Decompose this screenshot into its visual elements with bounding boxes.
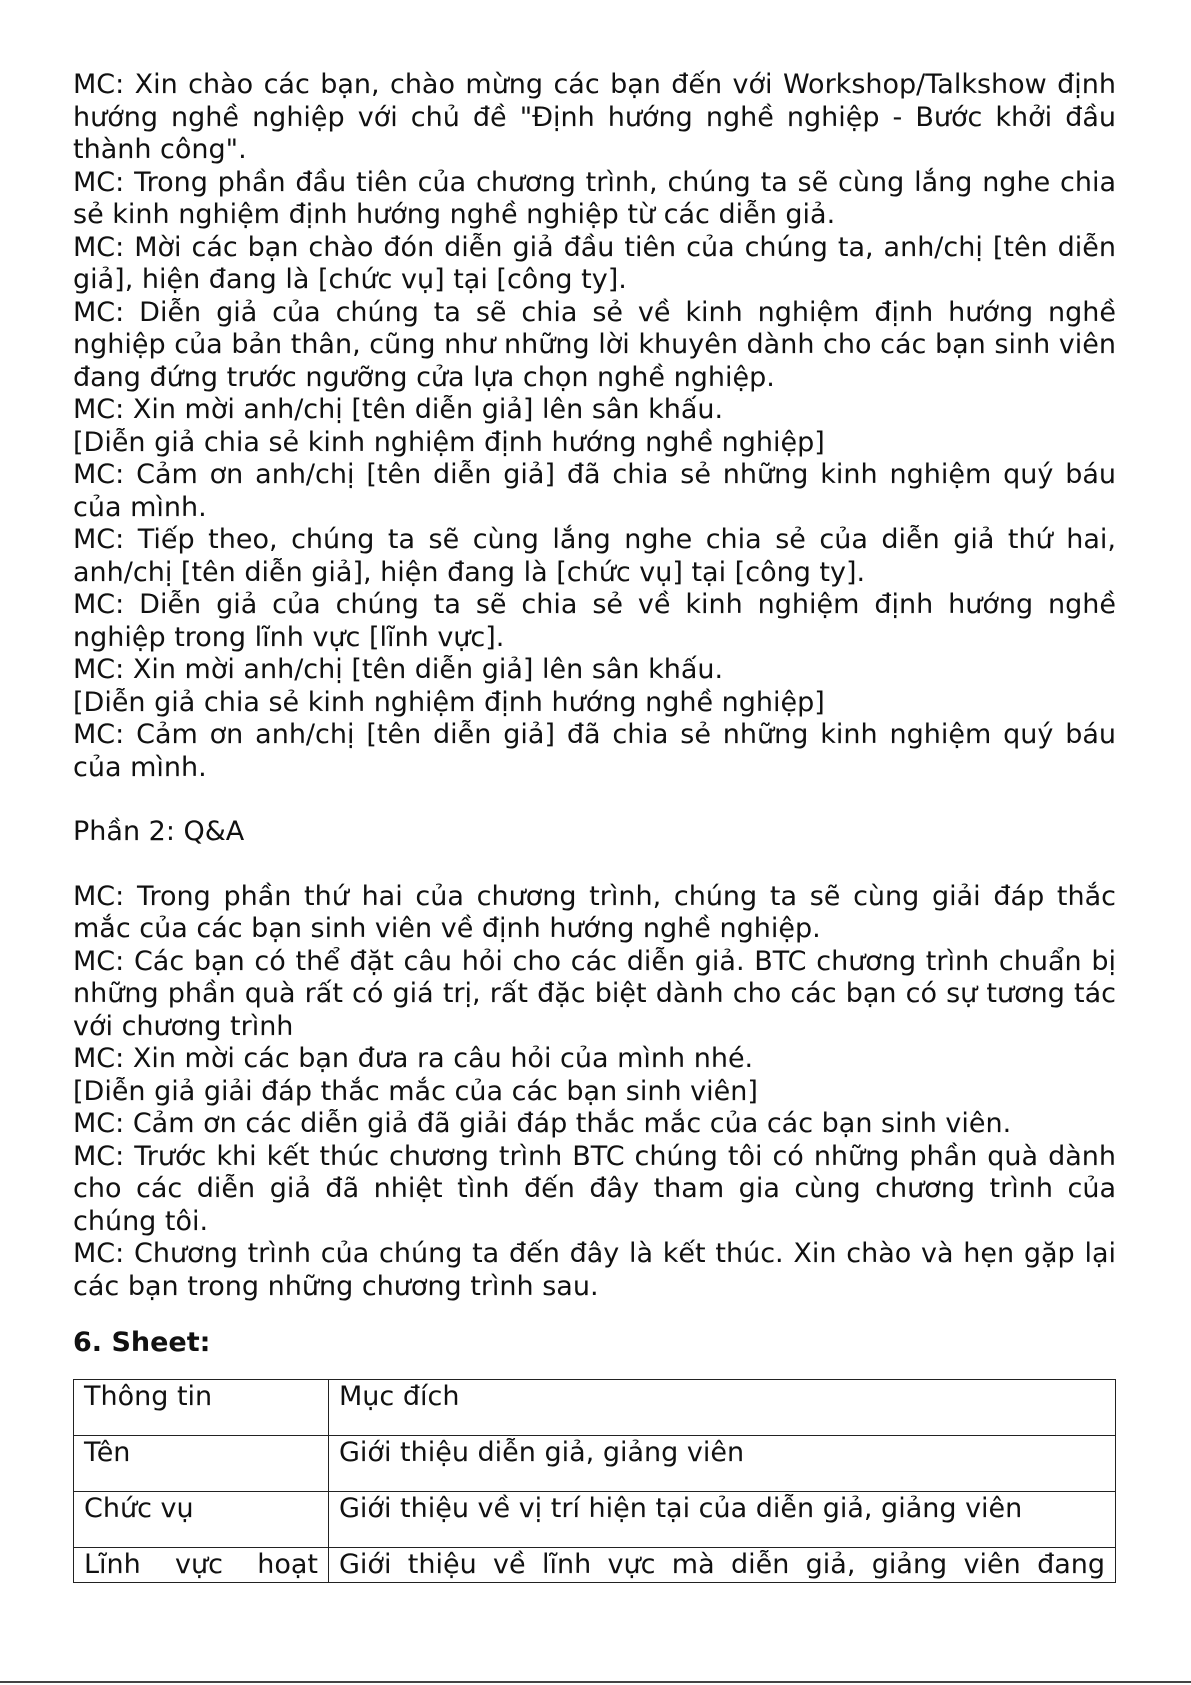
part2-section: [73, 881, 1116, 1304]
document-page: [73, 69, 1116, 1583]
table-cell-text: Lĩnh vực hoạt: [84, 1549, 318, 1580]
script-line: MC: Xin chào các bạn, chào mừng các bạn đến với Workshop/Talkshow định hướng nghề nghiệp với chủ đề "Định hướng nghề nghiệp - Bước khởi đầu thành công".: [73, 69, 1116, 165]
table-row: [74, 1492, 1116, 1548]
table-cell: Tên: [74, 1436, 329, 1492]
script-line: MC: Diễn giả của chúng ta sẽ chia sẻ về kinh nghiệm định hướng nghề nghiệp của bản thân, cũng như những lời khuyên dành cho các bạn sinh viên đang đứng trước ngưỡng cửa lựa chọn nghề nghiệp.: [73, 296, 1116, 393]
script-line: MC: Xin mời anh/chị [tên diễn giả] lên sân khấu.: [73, 654, 724, 685]
table-cell: Chức vụ: [74, 1492, 329, 1548]
script-line: MC: Trong phần thứ hai của chương trình, chúng ta sẽ cùng giải đáp thắc mắc của các bạn sinh viên về định hướng nghề nghiệp.: [73, 880, 1116, 944]
spacer: [73, 1303, 1116, 1327]
spacer: [73, 784, 1116, 816]
script-line: MC: Cảm ơn anh/chị [tên diễn giả] đã chia sẻ những kinh nghiệm quý báu của mình.: [73, 459, 1116, 523]
script-line: MC: Xin mời anh/chị [tên diễn giả] lên sân khấu.: [73, 394, 724, 425]
table-cell: [329, 1548, 1116, 1583]
table-cell: [74, 1548, 329, 1583]
spacer: [73, 849, 1116, 881]
table-cell-text: Giới thiệu về lĩnh vực mà diễn giả, giảng viên đang: [339, 1549, 1105, 1580]
header-cell-purpose: Mục đích: [329, 1380, 1116, 1436]
script-line: MC: Xin mời các bạn đưa ra câu hỏi của mình nhé.: [73, 1043, 754, 1074]
script-line: [Diễn giả chia sẻ kinh nghiệm định hướng nghề nghiệp]: [73, 426, 825, 458]
script-line: MC: Trong phần đầu tiên của chương trình, chúng ta sẽ cùng lắng nghe chia sẻ kinh nghiệm định hướng nghề nghiệp từ các diễn giả.: [73, 166, 1116, 230]
script-line: MC: Các bạn có thể đặt câu hỏi cho các diễn giả. BTC chương trình chuẩn bị những phần quà rất có giá trị, rất đặc biệt dành cho các bạn có sự tương tác với chương trình: [73, 945, 1116, 1042]
script-line: [Diễn giả giải đáp thắc mắc của các bạn sinh viên]: [73, 1075, 758, 1107]
table-header-row: [74, 1380, 1116, 1436]
part2-title: Phần 2: Q&A: [73, 816, 245, 847]
script-line: MC: Chương trình của chúng ta đến đây là kết thúc. Xin chào và hẹn gặp lại các bạn trong những chương trình sau.: [73, 1238, 1116, 1302]
script-line: MC: Cảm ơn các diễn giả đã giải đáp thắc mắc của các bạn sinh viên.: [73, 1108, 1012, 1139]
part1-section: [73, 69, 1116, 784]
sheet-heading: 6. Sheet:: [73, 1327, 211, 1358]
script-line: MC: Mời các bạn chào đón diễn giả đầu tiên của chúng ta, anh/chị [tên diễn giả], hiện đang là [chức vụ] tại [công ty].: [73, 231, 1116, 295]
script-line: MC: Diễn giả của chúng ta sẽ chia sẻ về kinh nghiệm định hướng nghề nghiệp trong lĩnh vực [lĩnh vực].: [73, 589, 1116, 653]
table-row: [74, 1548, 1116, 1583]
page-bottom-rule: [0, 1681, 1191, 1683]
sheet-table: [73, 1379, 1116, 1583]
script-line: [Diễn giả chia sẻ kinh nghiệm định hướng nghề nghiệp]: [73, 686, 825, 718]
table-cell: Giới thiệu diễn giả, giảng viên: [329, 1436, 1116, 1492]
script-line: MC: Tiếp theo, chúng ta sẽ cùng lắng nghe chia sẻ của diễn giả thứ hai, anh/chị [tên diễn giả], hiện đang là [chức vụ] tại [công ty].: [73, 524, 1116, 588]
script-line: MC: Trước khi kết thúc chương trình BTC chúng tôi có những phần quà dành cho các diễn giả đã nhiệt tình đến đây tham gia cùng chương trình của chúng tôi.: [73, 1140, 1116, 1237]
table-row: [74, 1436, 1116, 1492]
script-line: MC: Cảm ơn anh/chị [tên diễn giả] đã chia sẻ những kinh nghiệm quý báu của mình.: [73, 719, 1116, 783]
table-cell: Giới thiệu về vị trí hiện tại của diễn giả, giảng viên: [329, 1492, 1116, 1548]
header-cell-info: Thông tin: [74, 1380, 329, 1436]
